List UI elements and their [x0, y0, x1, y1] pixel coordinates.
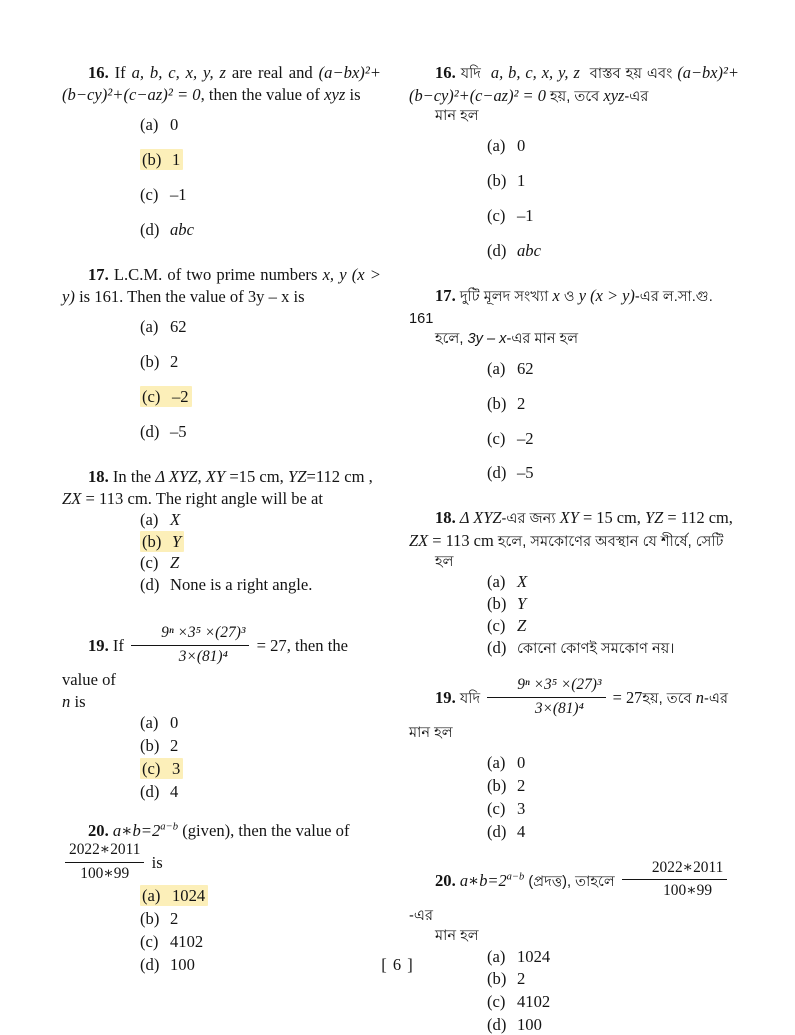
option-label: (d) — [140, 954, 160, 974]
q17-bn-stem-7: 3y – x — [467, 331, 507, 348]
highlighted-answer — [140, 758, 183, 779]
option-label: (a) — [142, 886, 161, 905]
q20-bn-fraction — [622, 858, 727, 903]
question-18-bengali-stem — [409, 507, 739, 572]
q16-bn-stem-6: মান হল — [435, 108, 479, 125]
q19-en-fraction — [131, 623, 249, 667]
q16-en-stem-2: are real and — [231, 63, 313, 82]
option-row[interactable] — [409, 241, 739, 261]
option-row[interactable] — [62, 220, 381, 240]
q18-en-stem-6: ZX — [62, 488, 82, 508]
option-row[interactable] — [62, 782, 381, 802]
question-17-english-options — [62, 317, 381, 442]
option-value: –1 — [170, 184, 187, 204]
option-row[interactable] — [409, 429, 739, 449]
option-row[interactable] — [409, 992, 739, 1012]
page-number: [ 6 ] — [381, 955, 414, 974]
q18-bn-stem-5: YZ — [645, 508, 664, 528]
question-18-english — [62, 466, 381, 596]
fraction-denominator: 100∗99 — [80, 864, 130, 882]
q17-bn-stem-4: y (x > y) — [578, 285, 635, 305]
q19-bn-stem-5: -এর মান হল — [409, 690, 728, 742]
option-label: (b) — [487, 969, 507, 989]
option-row[interactable] — [409, 638, 739, 659]
q17-bn-stem-6: হলে, — [435, 331, 464, 348]
option-value: –5 — [170, 421, 187, 441]
english-column — [0, 62, 397, 975]
q19-en-stem-1: If — [112, 636, 124, 656]
option-row[interactable] — [62, 886, 381, 906]
option-label: (d) — [140, 575, 160, 595]
q20-en-fraction — [65, 840, 144, 884]
option-value: 1024 — [517, 946, 551, 966]
question-17-bengali — [409, 285, 739, 484]
q17-bn-stem-3: ও — [563, 288, 575, 305]
question-17-number-bn: 17. — [435, 285, 456, 305]
option-value: 1 — [517, 170, 526, 190]
option-value: 0 — [170, 115, 179, 135]
option-value: Z — [170, 553, 180, 573]
q18-en-stem-5: =112 cm , — [306, 466, 373, 486]
q19-en-stem-4: n — [62, 692, 71, 712]
question-17-number: 17. — [88, 264, 109, 284]
q20-bn-stem-1: a∗b=2 — [459, 870, 507, 890]
q16-en-stem-5: is — [349, 85, 361, 105]
q18-en-stem-3: =15 cm, — [229, 466, 284, 486]
q18-bn-stem-1: Δ XYZ — [459, 508, 502, 528]
q20-en-stem-1: a∗b=2 — [112, 820, 161, 840]
option-label: (c) — [140, 184, 159, 204]
fraction-numerator: 2022∗2011 — [65, 840, 144, 862]
option-label: (c) — [140, 553, 159, 573]
q17-bn-stem-5: -এর ল.সা.গু. 161 — [409, 288, 713, 328]
question-16-bengali — [409, 62, 739, 261]
option-value: –1 — [517, 205, 534, 225]
question-17-english — [62, 264, 381, 442]
q16-bn-stem-1: যদি — [460, 66, 481, 82]
question-18-bengali — [409, 507, 739, 658]
option-label: (c) — [487, 992, 506, 1012]
q18-bn-stem-7: ZX — [409, 531, 429, 551]
option-value: 2 — [170, 908, 179, 928]
q17-en-stem-2: (x > y) — [62, 264, 381, 306]
option-row[interactable] — [409, 136, 739, 156]
option-value: 0 — [170, 713, 179, 733]
option-label: (a) — [487, 752, 506, 772]
option-label: (c) — [142, 759, 161, 779]
option-label: (a) — [140, 509, 159, 529]
q20-en-sup: a−b — [160, 821, 179, 833]
option-row[interactable] — [409, 822, 739, 842]
option-value: 4 — [517, 821, 526, 841]
option-row[interactable] — [409, 776, 739, 796]
q16-en-stem-1: If — [114, 63, 126, 82]
option-row[interactable] — [62, 759, 381, 779]
question-19-english-options — [62, 713, 381, 802]
question-20-english-stem-cont — [62, 842, 381, 886]
option-row[interactable] — [62, 909, 381, 929]
highlighted-answer — [140, 149, 183, 170]
option-row[interactable] — [62, 352, 381, 372]
q16-en-expr: (a−bx)²+(b−cy)²+(c−az)² = 0 — [62, 63, 382, 105]
option-label: (d) — [487, 463, 507, 483]
option-value: 0 — [517, 136, 526, 156]
option-label: (b) — [140, 908, 160, 928]
option-label: (d) — [487, 821, 507, 841]
option-value: 3 — [517, 798, 526, 818]
option-label: (c) — [487, 205, 506, 225]
option-value: 2 — [517, 969, 526, 989]
option-row[interactable] — [409, 753, 739, 773]
option-row[interactable] — [409, 1015, 739, 1035]
q17-en-stem-3: is 161. Then the value of 3y – x is — [79, 286, 305, 306]
q17-bn-stem-8: -এর মান হল — [506, 331, 579, 348]
question-16-bengali-options — [409, 136, 739, 261]
option-value: –5 — [517, 463, 534, 483]
q19-bn-stem-3: হয়, তবে — [642, 690, 692, 707]
option-row[interactable] — [409, 359, 739, 379]
option-value: Z — [517, 616, 527, 636]
question-16-english-options — [62, 115, 381, 240]
q19-bn-stem-1: যদি — [459, 690, 481, 707]
option-label: (a) — [140, 115, 159, 135]
option-row[interactable] — [62, 115, 381, 135]
option-value: 100 — [517, 1015, 542, 1035]
question-20-english — [62, 820, 381, 975]
option-row[interactable] — [62, 736, 381, 756]
option-label: (a) — [140, 713, 159, 733]
option-value: 2 — [170, 351, 179, 371]
highlighted-answer — [140, 885, 208, 906]
question-19-bengali-options — [409, 753, 739, 842]
option-row[interactable] — [409, 616, 739, 636]
question-16-number: 16. — [88, 63, 109, 82]
option-value: 2 — [517, 393, 526, 413]
option-label: (b) — [142, 531, 162, 551]
option-value: 4102 — [517, 992, 551, 1012]
q19-bn-fraction — [487, 675, 605, 720]
question-18-number: 18. — [88, 466, 109, 486]
option-value: X — [517, 572, 528, 592]
q19-bn-stem-4: n — [695, 687, 704, 707]
question-17-bengali-options — [409, 359, 739, 484]
question-19-number-bn: 19. — [435, 687, 456, 707]
question-19-number: 19. — [88, 636, 109, 656]
option-value: 0 — [517, 752, 526, 772]
q18-bn-stem-2: -এর জন্য — [501, 511, 556, 528]
option-row[interactable] — [409, 594, 739, 614]
question-19-english — [62, 625, 381, 802]
option-value: Y — [517, 594, 527, 614]
option-label: (c) — [487, 798, 506, 818]
q18-bn-stem-8: = 113 cm — [432, 531, 494, 551]
q19-en-stem-3: then the value of — [62, 636, 348, 690]
option-value: None is a right angle. — [170, 575, 313, 595]
q16-en-stem-4: xyz — [324, 85, 346, 105]
q16-bn-stem-4: xyz — [603, 85, 625, 105]
question-17-bengali-stem — [409, 285, 739, 350]
q20-bn-stem-3: -এর — [409, 908, 433, 925]
option-label: (d) — [487, 1015, 507, 1035]
option-label: (a) — [487, 358, 506, 378]
question-20-number-bn: 20. — [435, 870, 456, 890]
option-label: (b) — [487, 594, 507, 614]
option-row[interactable] — [62, 713, 381, 733]
q16-bn-stem-2: বাস্তব হয় এবং — [589, 66, 673, 82]
question-20-number: 20. — [88, 820, 109, 840]
q16-bn-stem-5: -এর — [624, 88, 649, 105]
option-label: (b) — [142, 150, 162, 170]
bengali-column — [397, 62, 795, 1035]
question-18-number-bn: 18. — [435, 508, 456, 528]
option-label: (c) — [487, 428, 506, 448]
option-label: (a) — [487, 572, 506, 592]
question-20-english-stem — [62, 820, 381, 842]
option-row[interactable] — [62, 532, 381, 552]
option-row[interactable] — [62, 422, 381, 442]
option-label: (b) — [487, 393, 507, 413]
q18-en-stem-4: YZ — [288, 466, 307, 486]
option-row[interactable] — [409, 206, 739, 226]
option-row[interactable] — [62, 932, 381, 952]
q18-en-stem-2: Δ XYZ, XY — [155, 466, 226, 486]
option-row[interactable] — [62, 185, 381, 205]
option-row[interactable] — [62, 575, 381, 595]
question-19-bengali — [409, 677, 739, 842]
question-20-bengali-stem — [409, 860, 739, 947]
option-label: (d) — [487, 638, 507, 658]
option-row[interactable] — [62, 150, 381, 170]
option-label: (d) — [487, 240, 507, 260]
q17-bn-stem-1: দুটি মূলদ সংখ্যা — [459, 288, 549, 305]
fraction-denominator: 100∗99 — [663, 882, 713, 900]
question-16-english-stem — [62, 62, 381, 106]
option-label: (b) — [487, 775, 507, 795]
q20-en-stem-2: (given), then the value of — [182, 820, 350, 840]
option-value: কোনো কোণই সমকোণ নয়। — [517, 641, 675, 658]
option-label: (c) — [142, 386, 161, 406]
option-row[interactable] — [62, 510, 381, 530]
option-value: –2 — [172, 386, 189, 406]
option-value: 62 — [170, 316, 187, 336]
q17-bn-stem-2: x — [552, 285, 560, 305]
option-value: abc — [517, 240, 541, 260]
option-value: –2 — [517, 428, 534, 448]
q16-en-vars: a, b, c, x, y, z — [131, 63, 226, 82]
option-row[interactable] — [409, 572, 739, 592]
q17-en-vars: x, y — [322, 264, 347, 284]
q18-en-stem-1: In the — [112, 466, 152, 486]
question-19-english-stem-cont — [62, 691, 381, 713]
q19-en-stem-5: is — [74, 692, 86, 712]
question-18-english-options — [62, 510, 381, 596]
q17-bn-line2 — [409, 330, 739, 350]
q19-en-stem-2: = 27, — [256, 636, 291, 656]
option-label: (b) — [140, 351, 160, 371]
fraction-denominator: 3×(81)⁴ — [178, 647, 228, 665]
q20-bn-stem-2: (প্রদত্ত), তাহলে — [528, 873, 615, 890]
q20-bn-stem-4: মান হল — [435, 927, 479, 944]
q16-en-stem-3: , then the value of — [200, 85, 320, 105]
option-label: (b) — [140, 736, 160, 756]
highlighted-answer — [140, 531, 184, 552]
option-label: (d) — [140, 219, 160, 239]
fraction-numerator: 2022∗2011 — [622, 858, 727, 881]
option-value: 3 — [172, 759, 181, 779]
q16-bn-stem-3: হয়, তবে — [550, 88, 600, 105]
q17-en-stem-1: L.C.M. of two prime numbers — [113, 264, 318, 284]
q18-bn-stem-6: = 112 cm, — [667, 508, 733, 528]
option-row[interactable] — [409, 394, 739, 414]
q20-en-stem-3: is — [151, 852, 163, 872]
option-label: (c) — [140, 931, 159, 951]
option-label: (a) — [140, 316, 159, 336]
option-label: (a) — [487, 946, 506, 966]
q18-bn-stem-10: হল — [435, 553, 454, 570]
option-row[interactable] — [409, 463, 739, 483]
q20-bn-sup: a−b — [506, 871, 525, 883]
option-label: (a) — [487, 136, 506, 156]
q16-bn-vars: a, b, c, x, y, z — [490, 63, 580, 82]
q18-en-stem-7: = 113 cm. The right angle will be at — [85, 488, 323, 508]
option-value: 62 — [517, 358, 534, 378]
option-value: 2 — [517, 775, 526, 795]
q18-bn-stem-3: XY — [559, 508, 579, 528]
fraction-numerator: 9ⁿ ×3⁵ ×(27)³ — [487, 675, 605, 698]
q16-bn-expr: (a−bx)²+(b−cy)²+(c−az)² = 0 — [409, 63, 739, 105]
option-value: Y — [172, 531, 182, 551]
question-18-bengali-options — [409, 572, 739, 658]
question-16-bengali-stem — [409, 62, 739, 127]
question-16-english — [62, 62, 381, 240]
question-19-bengali-stem — [409, 677, 739, 744]
q18-bn-stem-4: = 15 cm, — [582, 508, 641, 528]
option-label: (d) — [140, 421, 160, 441]
question-20-bengali — [409, 860, 739, 1035]
option-value: 2 — [170, 736, 179, 756]
option-row[interactable] — [62, 553, 381, 573]
two-column-layout — [0, 62, 795, 1035]
question-19-english-stem — [62, 625, 381, 691]
fraction-denominator: 3×(81)⁴ — [534, 699, 584, 717]
option-row[interactable] — [62, 387, 381, 407]
q19-bn-stem-2: = 27 — [612, 687, 643, 707]
question-18-english-stem — [62, 466, 381, 510]
option-row[interactable] — [62, 317, 381, 337]
option-label: (c) — [487, 616, 506, 636]
option-value: 4102 — [170, 931, 204, 951]
option-label: (b) — [487, 170, 507, 190]
option-value: abc — [170, 219, 194, 239]
highlighted-answer — [140, 386, 192, 407]
option-value: 100 — [170, 954, 195, 974]
option-value: X — [170, 509, 181, 529]
option-row[interactable] — [409, 799, 739, 819]
option-label: (d) — [140, 782, 160, 802]
option-row[interactable] — [409, 171, 739, 191]
option-value: 4 — [170, 782, 179, 802]
fraction-numerator: 9ⁿ ×3⁵ ×(27)³ — [131, 623, 249, 645]
option-value: 1 — [172, 150, 181, 170]
question-16-number-bn: 16. — [435, 63, 456, 82]
question-17-english-stem — [62, 264, 381, 308]
q18-bn-stem-9: হলে, সমকোণের অবস্থান যে শীর্ষে, সেটি — [497, 534, 724, 551]
option-value: 1024 — [172, 886, 206, 905]
